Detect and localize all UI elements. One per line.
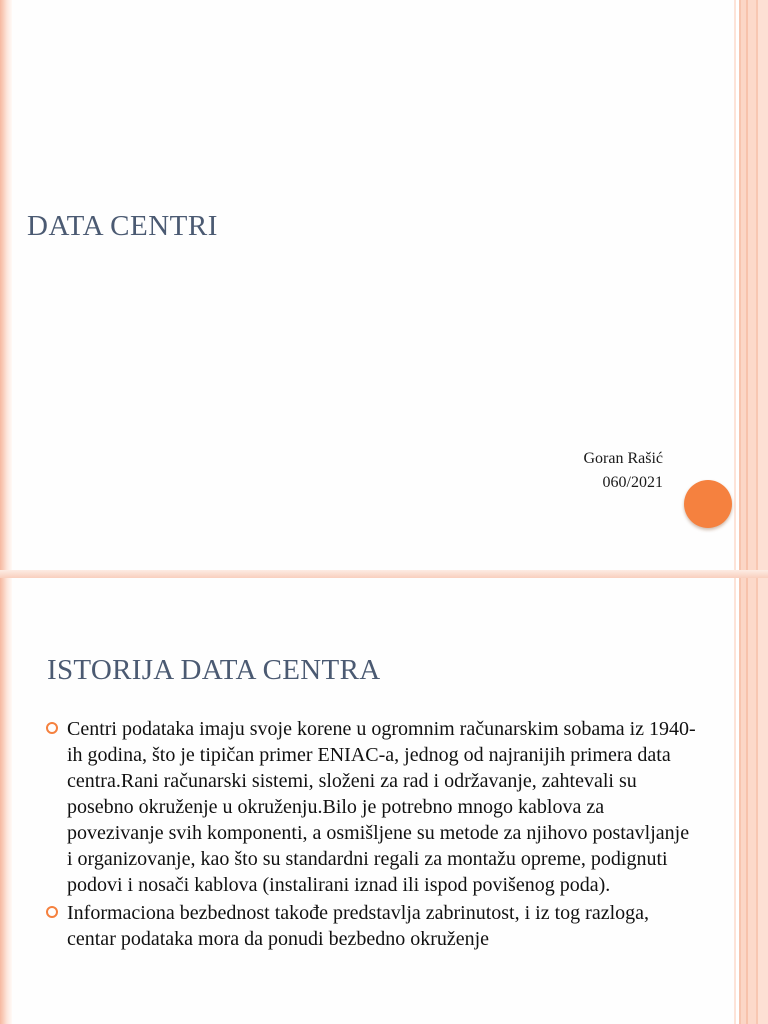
left-border — [0, 0, 12, 578]
orange-circle-decoration — [684, 480, 732, 528]
author-block — [583, 447, 663, 495]
bullet-item — [46, 716, 696, 898]
author-id: 060/2021 — [602, 474, 663, 491]
right-decorative-stripe — [734, 578, 768, 1024]
bullet-text: Centri podataka imaju svoje korene u ogromnim računarskim sobama iz 1940-ih godina, što je tipičan primer ENIAC-a, jednog od najranijih primera data centra.Rani računarski sistemi, složeni za rad i održavanje, zahtevali su posebno okruženje u okruženju.Bilo je potrebno mnogo kablova za povezivanje svih komponenti, a osmišljene su metode za njihovo postavljanje i organizovanje, kao što su standardni regali za montažu opreme, podignuti podovi i nosači kablova (instalirani iznad ili ispod povišenog poda). — [67, 718, 696, 896]
author-name: Goran Rašić — [583, 450, 663, 467]
bullet-list — [46, 716, 696, 954]
slide-title: DATA CENTRI — [27, 210, 218, 242]
circle-bullet-icon — [46, 906, 58, 918]
right-decorative-stripe — [734, 0, 768, 578]
bullet-item — [46, 900, 696, 952]
left-border — [0, 578, 12, 1024]
circle-bullet-icon — [46, 722, 58, 734]
section-title: ISTORIJA DATA CENTRA — [47, 654, 381, 686]
slide-divider — [0, 570, 768, 578]
bullet-text: Informaciona bezbednost takođe predstavlja zabrinutost, i iz tog razloga, centar podataka mora da ponudi bezbedno okruženje — [67, 902, 650, 950]
